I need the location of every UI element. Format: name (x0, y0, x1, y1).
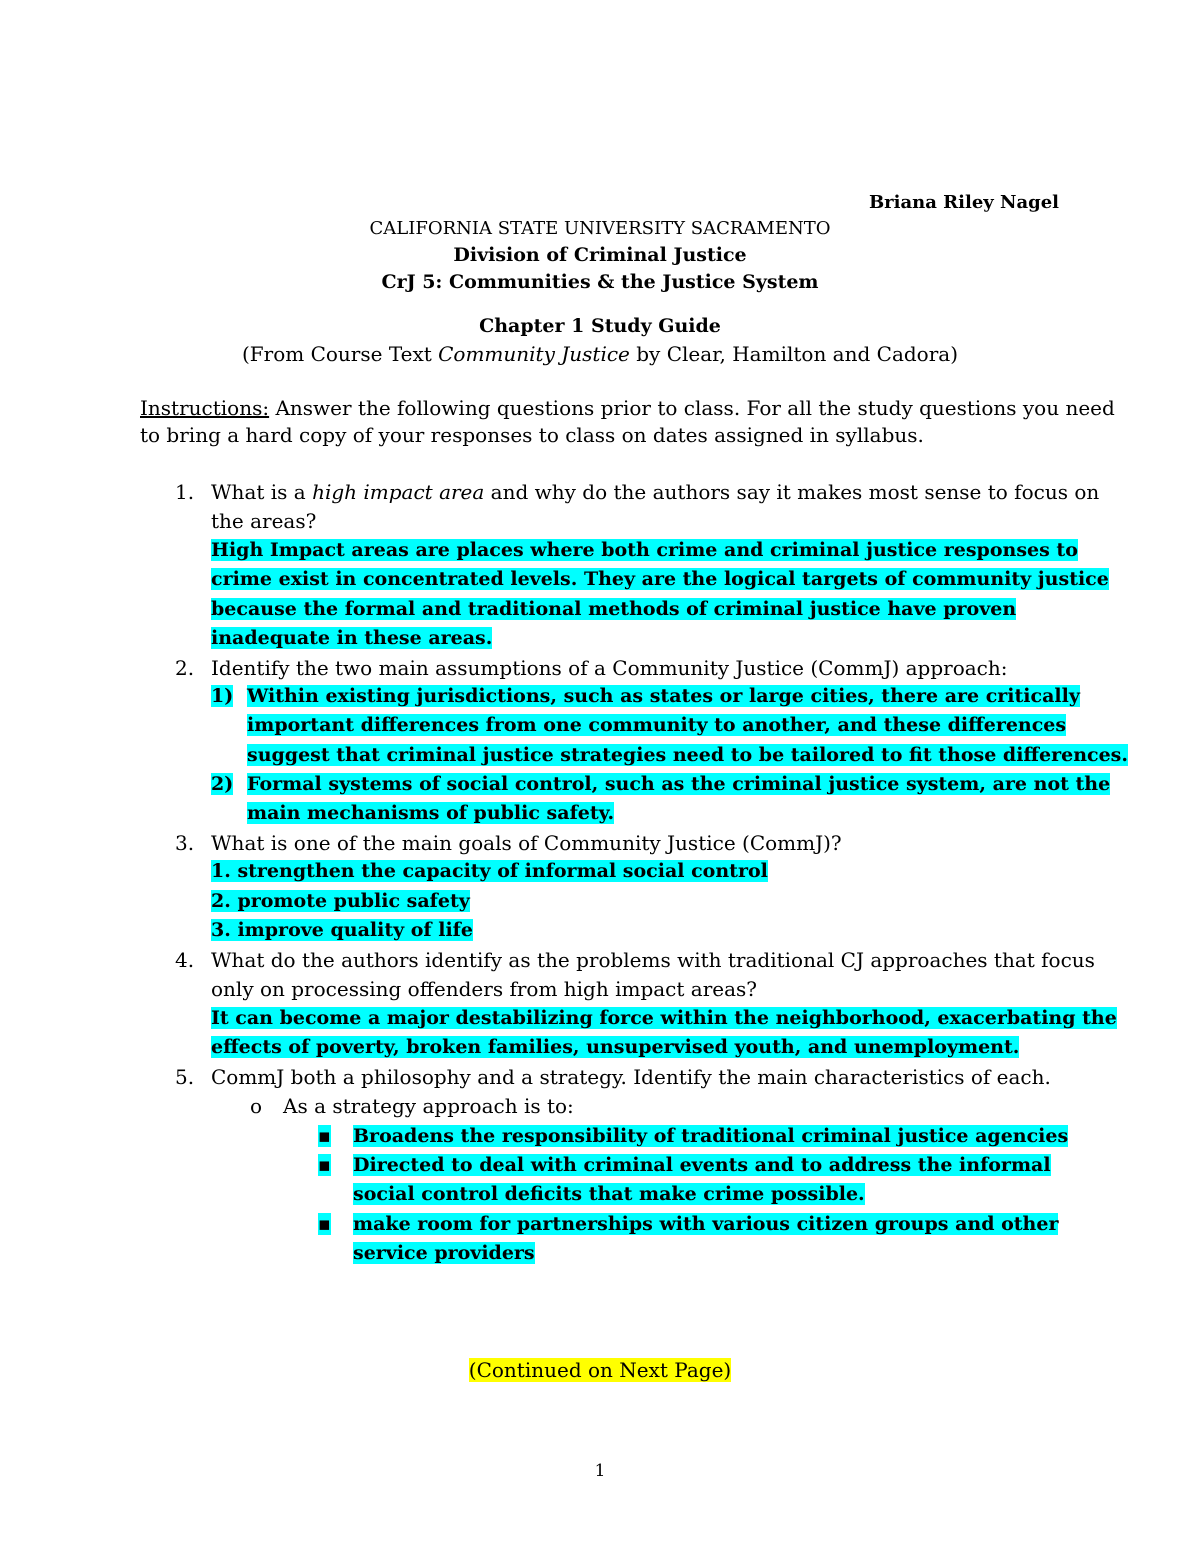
assumption-1-line: Within existing jurisdictions, such as states or large cities, there are critically (247, 685, 1080, 707)
circle-bullet-icon: o (250, 1094, 263, 1118)
assumption-2-line: Formal systems of social control, such as the criminal justice system, are not the (247, 773, 1111, 795)
question-number: 3. (175, 831, 195, 855)
continued-note: (Continued on Next Page) (468, 1358, 732, 1382)
strategy-item: social control deficits that make crime possible. (353, 1183, 865, 1205)
answer-1-line: inadequate in these areas. (211, 627, 493, 649)
question-number: 1. (175, 480, 195, 504)
goal-item: 2. promote public safety (211, 890, 470, 912)
assumption-1-line: suggest that criminal justice strategies need to be tailored to fit those differences. (247, 744, 1128, 766)
question-number: 5. (175, 1065, 195, 1089)
answer-1-line: crime exist in concentrated levels. They are the logical targets of community justice (211, 568, 1109, 590)
square-bullet-icon: ▪ (318, 1125, 331, 1147)
strategy-item: service providers (353, 1242, 535, 1264)
question-1-line-1: What is a high impact area and why do the authors say it makes most sense to focus on (211, 480, 1100, 504)
strategy-item: make room for partnerships with various citizen groups and other (353, 1213, 1059, 1235)
instructions-label: Instructions: (140, 396, 270, 420)
question-1-line-2: the areas? (211, 509, 317, 533)
question-2-text: Identify the two main assumptions of a Community Justice (CommJ) approach: (211, 656, 1008, 680)
square-bullet-icon: ▪ (318, 1154, 331, 1176)
division-name: Division of Criminal Justice (453, 244, 747, 266)
assumption-1-line: important differences from one community to another, and these differences (247, 714, 1067, 736)
source-book-title: Community Justice (438, 342, 630, 366)
answer-4-line: It can become a major destabilizing force within the neighborhood, exacerbating the (211, 1007, 1117, 1029)
author-name: Briana Riley Nagel (868, 192, 1059, 213)
guide-title: Chapter 1 Study Guide (479, 315, 721, 337)
page-number: 1 (594, 1461, 606, 1481)
strategy-item: Directed to deal with criminal events and to address the informal (353, 1154, 1051, 1176)
course-title: CrJ 5: Communities & the Justice System (381, 271, 819, 293)
goal-item: 1. strengthen the capacity of informal social control (211, 860, 768, 882)
instructions-line-1: Instructions: Answer the following questions prior to class. For all the study questions you need (140, 396, 1115, 420)
strategy-item: Broadens the responsibility of traditional criminal justice agencies (353, 1125, 1069, 1147)
source-line: (From Course Text Community Justice by Clear, Hamilton and Cadora) (241, 342, 959, 366)
assumption-2-line: main mechanisms of public safety. (247, 802, 615, 824)
question-4-line-1: What do the authors identify as the problems with traditional CJ approaches that focus (211, 948, 1095, 972)
question-4-line-2: only on processing offenders from high impact areas? (211, 977, 758, 1001)
assumption-number: 1) (211, 685, 234, 707)
answer-1-line: High Impact areas are places where both crime and criminal justice responses to (211, 539, 1078, 561)
question-number: 4. (175, 948, 195, 972)
question-3-text: What is one of the main goals of Community Justice (CommJ)? (211, 831, 842, 855)
question-5-text: CommJ both a philosophy and a strategy. Identify the main characteristics of each. (211, 1065, 1051, 1089)
question-number: 2. (175, 656, 195, 680)
instructions-line-2: to bring a hard copy of your responses to class on dates assigned in syllabus. (140, 423, 924, 447)
answer-1-line: because the formal and traditional methods of criminal justice have proven (211, 598, 1017, 620)
goal-item: 3. improve quality of life (211, 919, 473, 941)
answer-4-line: effects of poverty, broken families, unsupervised youth, and unemployment. (211, 1036, 1020, 1058)
strategy-heading: As a strategy approach is to: (283, 1094, 574, 1118)
square-bullet-icon: ▪ (318, 1213, 331, 1235)
assumption-number: 2) (211, 773, 234, 795)
university-name: CALIFORNIA STATE UNIVERSITY SACRAMENTO (369, 218, 831, 239)
